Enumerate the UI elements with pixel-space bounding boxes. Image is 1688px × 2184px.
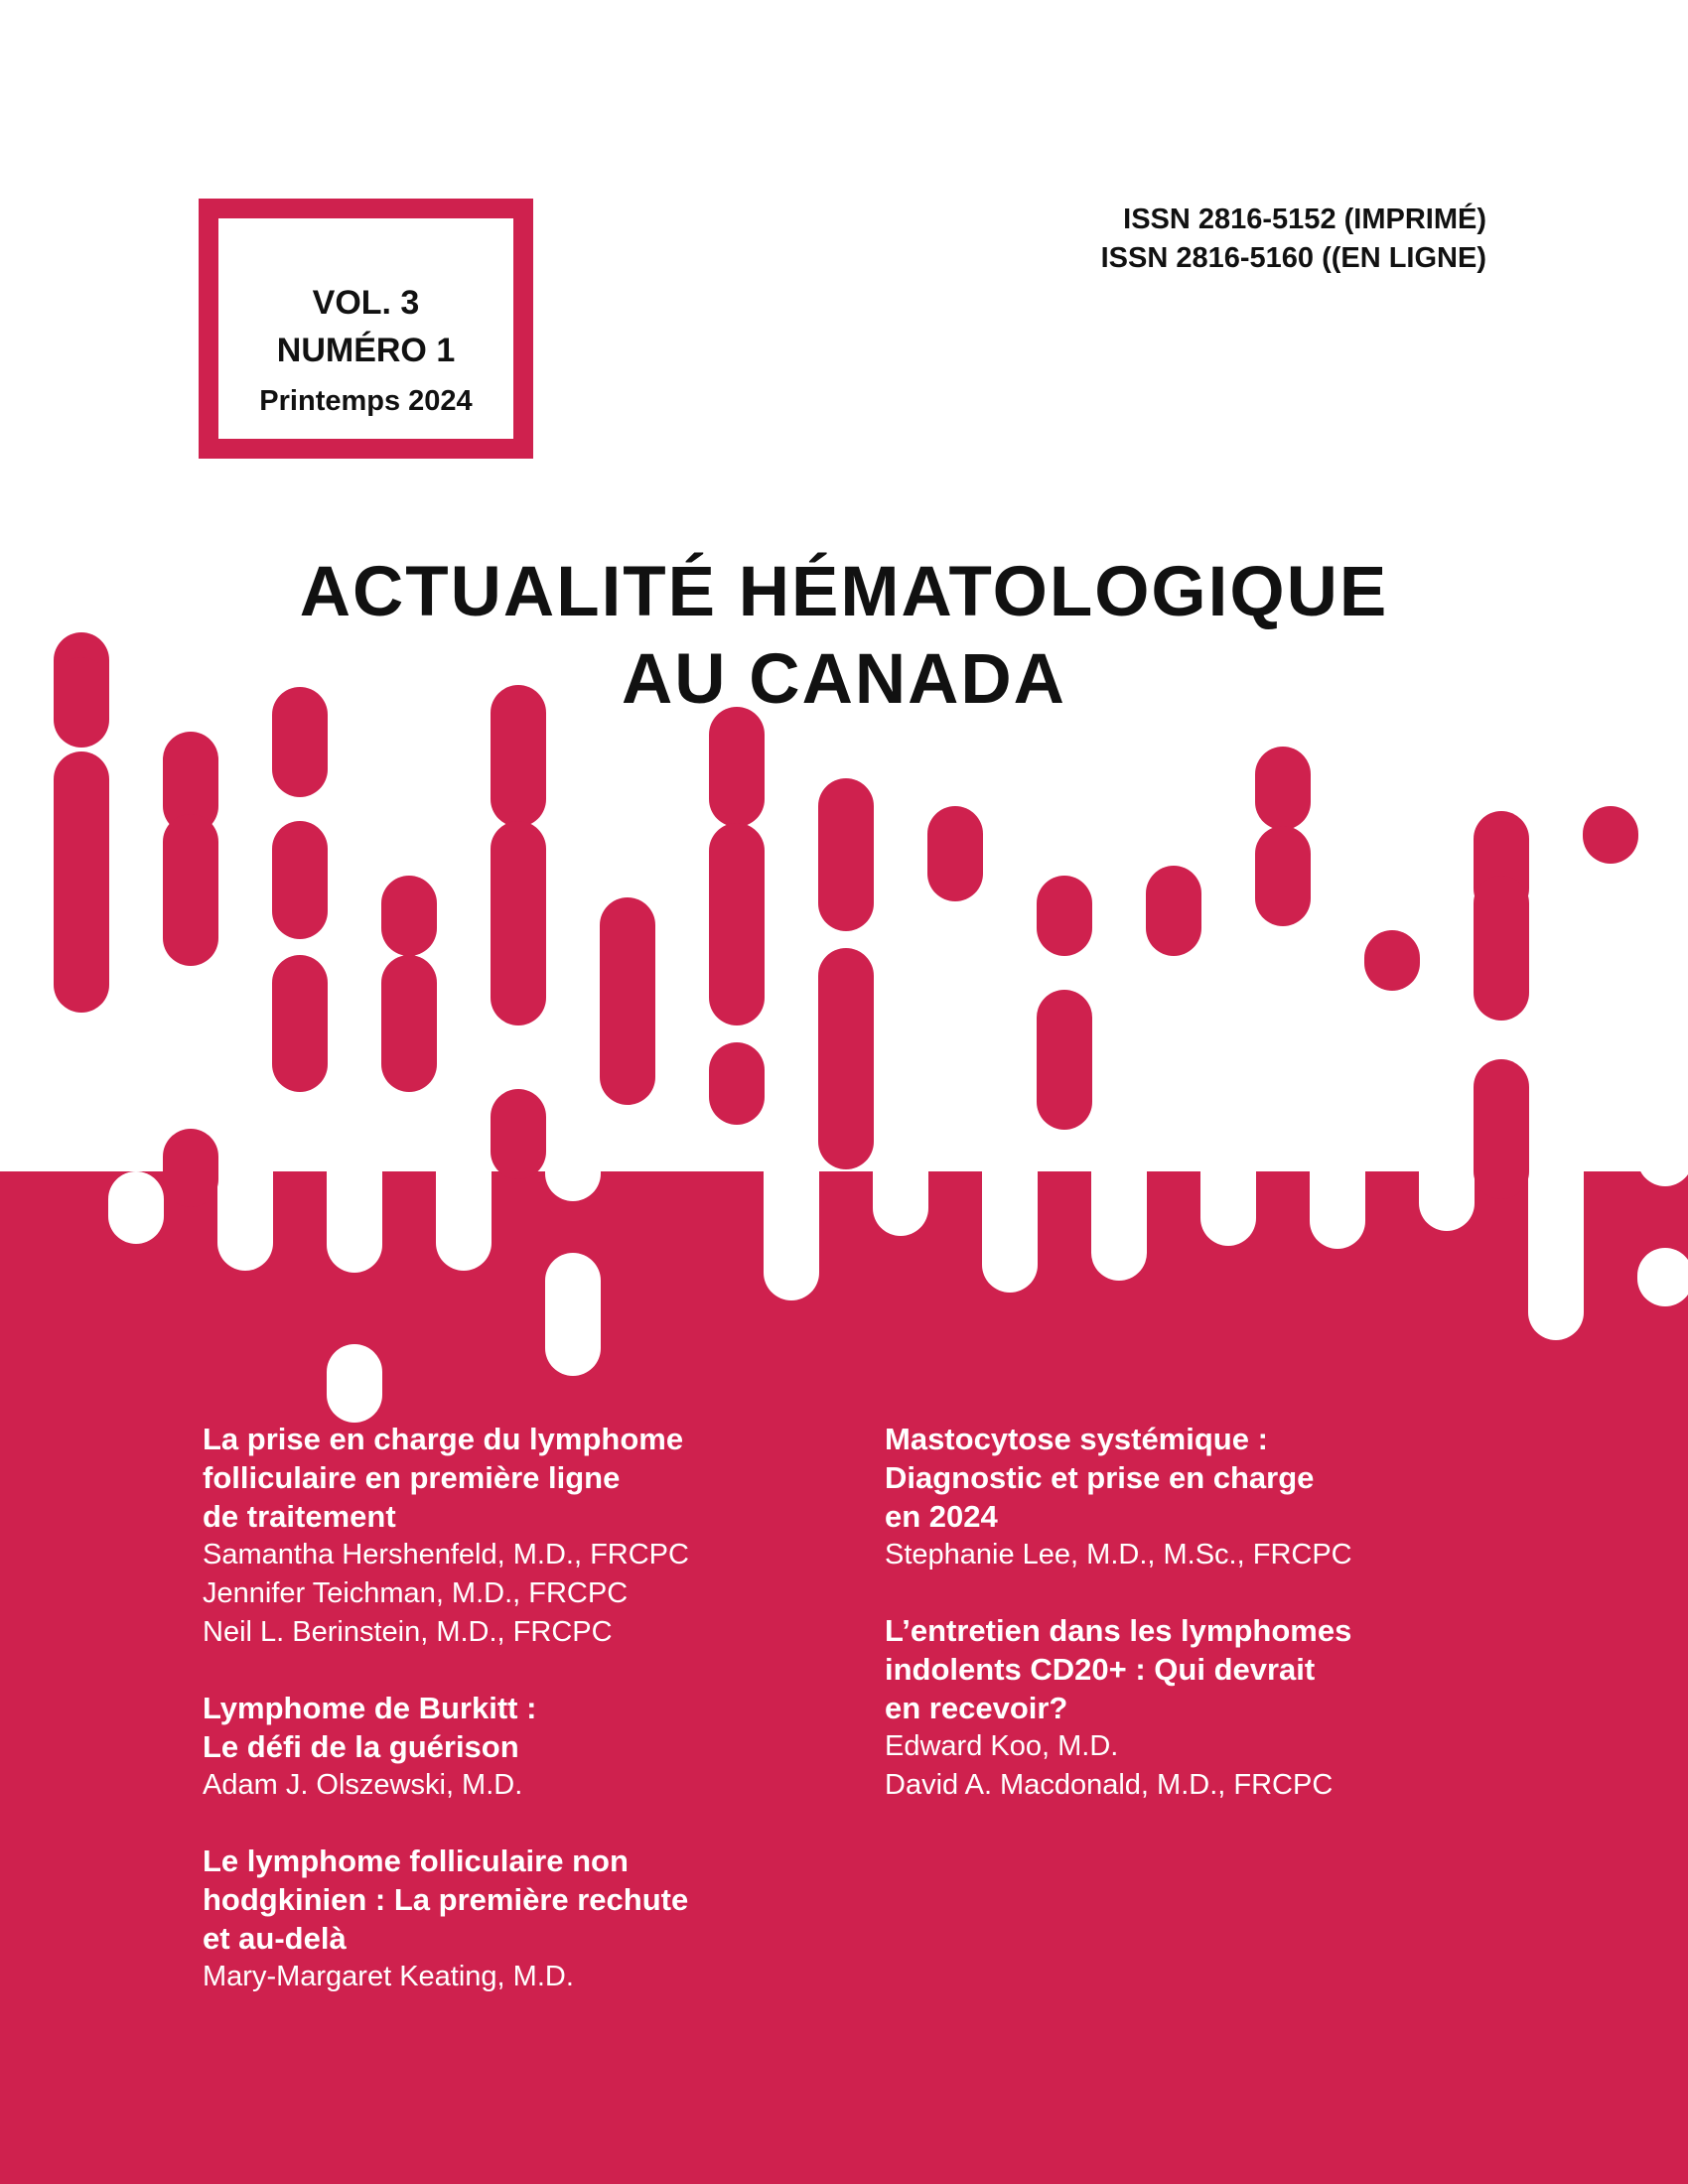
article [203,1420,838,1652]
drip-dot [1637,1248,1688,1306]
drip-dot [1364,930,1420,991]
article [203,1689,838,1805]
drip-gap [873,635,928,1236]
drip-gap [764,635,819,1300]
drip-dot [1474,876,1529,1021]
drip-dot [54,751,109,1013]
article-author: Samantha Hershenfeld, M.D., FRCPC [203,1539,689,1570]
drip-gap [1200,635,1256,1246]
article-title: Le lymphome folliculaire non hodgkinien : La première rechute et au-delà [203,1843,689,1956]
drip-gap [1419,635,1475,1231]
drip-dot [1255,826,1311,926]
article-author: David A. Macdonald, M.D., FRCPC [885,1769,1334,1801]
drip-gap [1310,635,1365,1249]
drip-dot [1583,806,1638,864]
issue-number: NUMÉRO 1 [276,332,456,369]
drip-dot [272,821,328,939]
drip-dot [381,955,437,1092]
drip-dot [818,778,874,931]
drip-dot [381,876,437,956]
drip-dot [108,1171,164,1244]
issue-volume: VOL. 3 [312,284,420,322]
article-author: Jennifer Teichman, M.D., FRCPC [203,1577,629,1609]
drip-dot [491,821,546,1025]
drip-dot [545,1253,601,1376]
drip-dot [272,955,328,1092]
drip-dot [927,806,983,901]
table-of-contents-left [203,1420,838,2033]
drip-gap [545,635,601,1201]
drip-dot [600,897,655,1105]
drip-gap [1091,635,1147,1281]
article-title: L’entretien dans les lymphomes indolents CD20+ : Qui devrait en recevoir? [885,1613,1352,1725]
drip-dot [818,948,874,1169]
article [203,1842,838,1996]
article-title: La prise en charge du lymphome folliculaire en première ligne de traitement [203,1422,684,1534]
drip-gap [436,635,492,1271]
article-author: Edward Koo, M.D. [885,1730,1119,1762]
drip-dot [163,814,218,966]
drip-dot [163,1129,218,1207]
article-author: Mary-Margaret Keating, M.D. [203,1961,574,1992]
drip-dot [1474,1059,1529,1199]
drip-dot [1255,747,1311,830]
drip-dot [327,1344,382,1423]
drip-gap [1528,635,1584,1340]
article [885,1611,1520,1805]
table-of-contents-right [885,1420,1520,1842]
drip-dot [1037,990,1092,1130]
drip-dot [491,1089,546,1179]
issue-season: Printemps 2024 [259,385,473,417]
journal-title-line2: AU CANADA [622,640,1066,719]
drip-gap [327,635,382,1273]
drip-dot [709,823,765,1025]
article-author: Adam J. Olszewski, M.D. [203,1769,523,1801]
issn-print: ISSN 2816-5152 (IMPRIMÉ) [1123,204,1486,235]
article-author: Stephanie Lee, M.D., M.Sc., FRCPC [885,1539,1352,1570]
drip-dot [709,707,765,827]
drip-dot [1037,876,1092,956]
drip-gap [982,635,1038,1293]
article-title: Lymphome de Burkitt : Le défi de la guérison [203,1691,537,1764]
drip-gap [217,635,273,1271]
journal-title-line1: ACTUALITÉ HÉMATOLOGIQUE [299,553,1389,631]
drip-dot [1146,866,1201,956]
issn-online: ISSN 2816-5160 ((EN LIGNE) [1100,242,1486,274]
issue-box [199,199,533,459]
article [885,1420,1520,1574]
drip-gap [0,1082,30,1152]
drip-dot [709,1042,765,1125]
article-title: Mastocytose systémique : Diagnostic et prise en charge en 2024 [885,1422,1315,1534]
article-author: Neil L. Berinstein, M.D., FRCPC [203,1616,613,1648]
